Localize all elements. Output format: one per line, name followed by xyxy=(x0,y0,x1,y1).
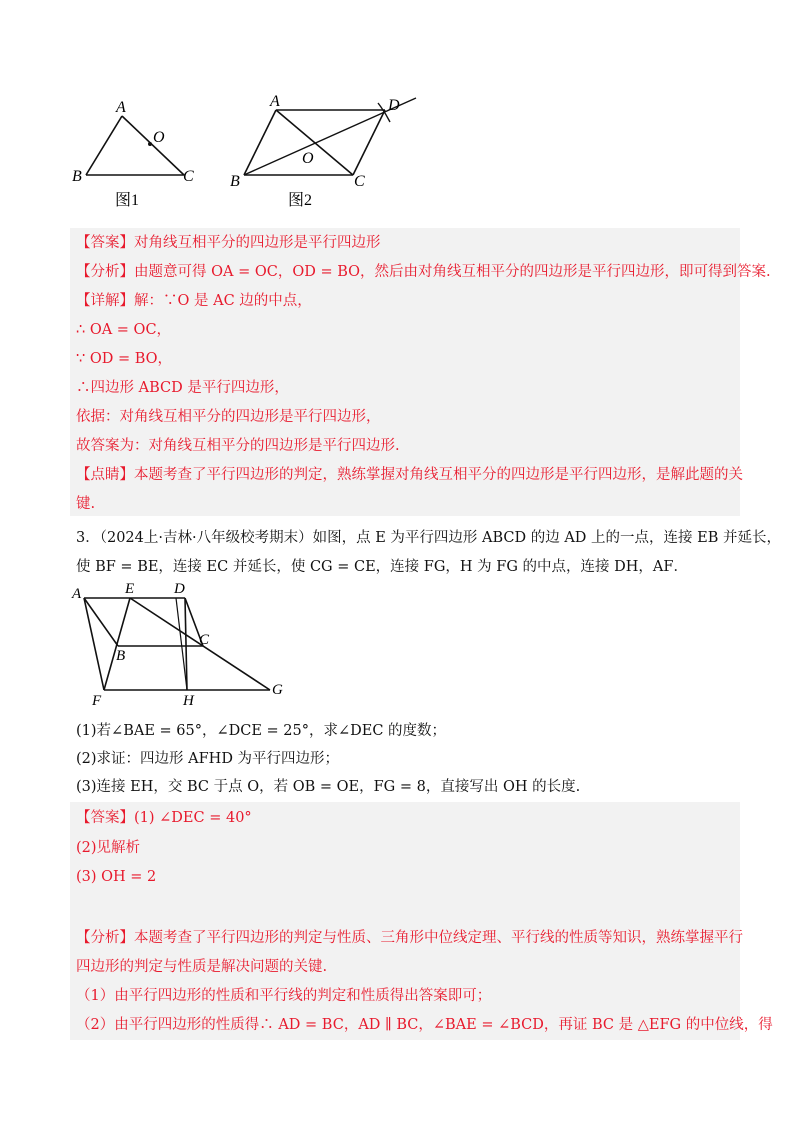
solution-part-1: （1）由平行四边形的性质和平行线的判定和性质得出答案即可； xyxy=(76,988,492,1004)
solution-answer-line xyxy=(76,808,252,828)
solution-answer-tag: 【答案】 xyxy=(76,810,134,826)
comment-line xyxy=(76,465,743,485)
answer-line xyxy=(76,233,381,253)
p3-label-c: C xyxy=(199,632,210,648)
step-1: ∴ OA = OC， xyxy=(76,322,172,338)
fig2-label-a: A xyxy=(270,93,280,110)
problem3-q3: (3)连接 EH，交 BC 于点 O，若 OB = OE，FG = 8，直接写出 OH 的长度. xyxy=(76,779,581,795)
figure-1 xyxy=(70,95,210,210)
figure-2 xyxy=(228,90,428,210)
problem3-line2: 使 BF = BE，连接 EC 并延长，使 CG = CE，连接 FG，H 为 FG 的中点，连接 DH，AF． xyxy=(76,559,688,575)
answer-text: 对角线互相平分的四边形是平行四边形 xyxy=(134,235,381,251)
detail-line xyxy=(76,291,312,311)
solution-analysis-line xyxy=(76,928,743,948)
p3-label-b: B xyxy=(116,648,126,664)
solution-analysis-1: 本题考查了平行四边形的判定与性质、三角形中位线定理、平行线的性质等知识，熟练掌握平行 xyxy=(134,930,743,946)
fig1-label-b: B xyxy=(72,168,82,185)
fig1-label-a: A xyxy=(116,99,126,116)
comment-tag: 【点睛】 xyxy=(76,467,134,483)
p3-label-g: G xyxy=(272,682,283,698)
p3-label-d: D xyxy=(174,581,185,597)
comment-text-1: 本题考查了平行四边形的判定，熟练掌握对角线互相平分的四边形是平行四边形，是解此题的关 xyxy=(134,467,743,483)
p3-label-a: A xyxy=(72,586,82,602)
fig2-label-c: C xyxy=(354,173,365,190)
fig1-label-c: C xyxy=(183,168,194,185)
solution-answer-2: (2)见解析 xyxy=(76,840,141,856)
step-3: ∴四边形 ABCD 是平行四边形， xyxy=(76,380,289,396)
answer-tag: 【答案】 xyxy=(76,235,134,251)
fig2-label-o: O xyxy=(302,150,314,167)
comment-text-2: 键. xyxy=(76,496,96,512)
solution-answer-3: (3) OH = 2 xyxy=(76,869,157,885)
problem3-line1: 3．（2024上·吉林·八年级校考期末）如图，点 E 为平行四边形 ABCD 的边 AD 上的一点，连接 EB 并延长， xyxy=(76,530,782,546)
solution-analysis-tag: 【分析】 xyxy=(76,930,134,946)
detail-tag: 【详解】 xyxy=(76,293,134,309)
p3-label-f: F xyxy=(92,693,102,709)
problem3-figure xyxy=(70,580,300,710)
p3-label-h: H xyxy=(183,693,194,709)
solution-analysis-2: 四边形的判定与性质是解决问题的关键. xyxy=(76,959,328,975)
fig2-label-b: B xyxy=(230,173,240,190)
analysis-line xyxy=(76,262,771,282)
fig2-label-d: D xyxy=(388,97,400,114)
fig1-label-o: O xyxy=(153,129,165,146)
p3-label-e: E xyxy=(125,581,135,597)
basis-line: 依据：对角线互相平分的四边形是平行四边形， xyxy=(76,409,381,425)
step-2: ∵ OD = BO， xyxy=(76,351,173,367)
problem3-q2: (2)求证：四边形 AFHD 为平行四边形； xyxy=(76,751,340,767)
detail-text: 解：∵O 是 AC 边的中点， xyxy=(134,293,312,309)
fig2-caption: 图2 xyxy=(288,192,313,209)
analysis-text: 由题意可得 OA = OC，OD = BO，然后由对角线互相平分的四边形是平行四边形，即可得到答案. xyxy=(134,264,771,280)
fig1-caption: 图1 xyxy=(115,192,140,209)
final-line: 故答案为：对角线互相平分的四边形是平行四边形. xyxy=(76,438,400,454)
analysis-tag: 【分析】 xyxy=(76,264,134,280)
solution-part-2: （2）由平行四边形的性质得∴ AD = BC，AD ∥ BC，∠BAE = ∠BCD，再证 BC 是 △EFG 的中位线，得 xyxy=(76,1017,773,1033)
problem3-q1: (1)若∠BAE = 65°，∠DCE = 25°，求∠DEC 的度数； xyxy=(76,723,447,739)
solution-answer-1: (1) ∠DEC = 40° xyxy=(134,810,252,826)
